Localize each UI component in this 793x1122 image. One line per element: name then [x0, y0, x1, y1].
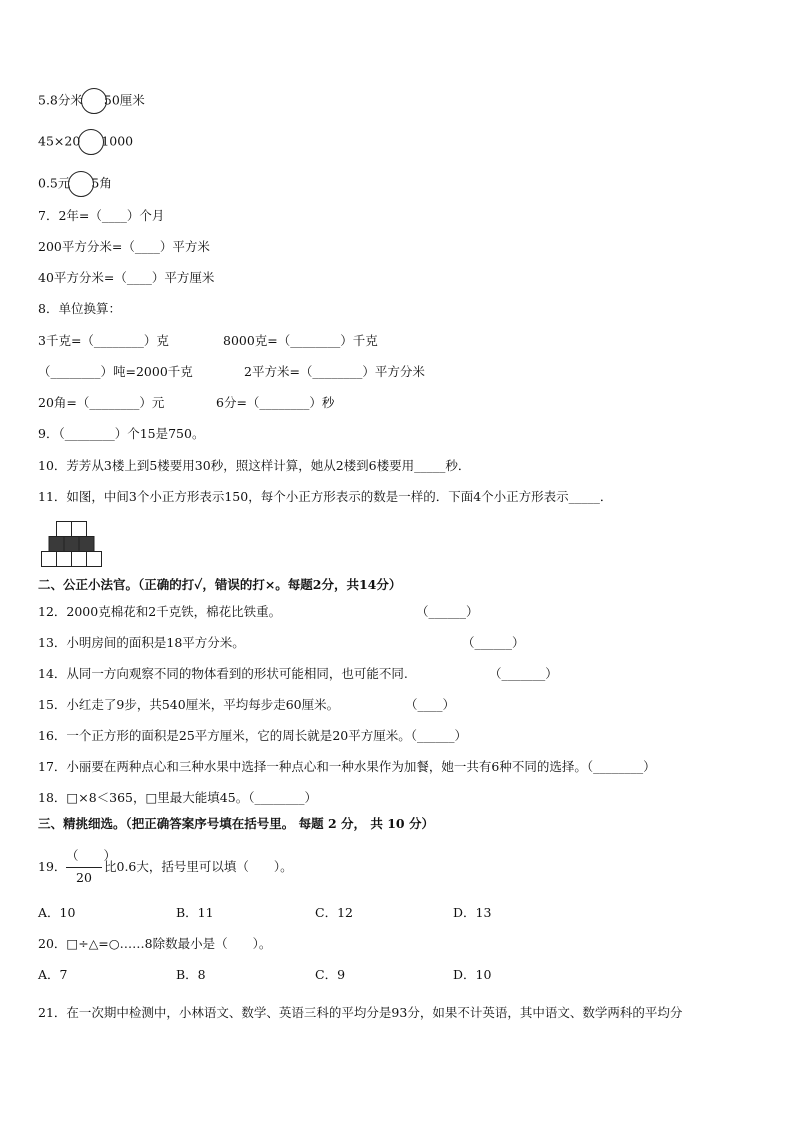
question-16: 16．一个正方形的面积是25平方厘米，它的周长就是20平方厘米。（______） [38, 728, 467, 743]
question-10: 10．芳芳从3楼上到5楼要用30秒，照这样计算，她从2楼到6楼要用_____秒． [38, 458, 471, 473]
middle-square [64, 537, 79, 552]
q19-option-b[interactable]: B．11 [176, 905, 214, 920]
question-18: 18．□×8＜365，□里最大能填45。（________） [38, 790, 317, 805]
compare-left: 0.5元 [38, 175, 71, 191]
question-8-c: （________）吨=2000千克 [38, 364, 193, 379]
top-square [72, 522, 87, 537]
bottom-square [72, 552, 87, 567]
question-8-e: 20角=（________）元 [38, 395, 165, 410]
question-15: 15．小红走了9步，共540厘米，平均每步走60厘米。 [38, 697, 340, 712]
question-8-d: 2平方米=（________）平方分米 [244, 364, 425, 379]
question-7-line-2: 200平方分米=（____）平方米 [38, 239, 210, 254]
question-14: 14．从同一方向观察不同的物体看到的形状可能相同，也可能不同. [38, 666, 408, 681]
question-13-blank[interactable]: （______） [462, 635, 525, 650]
square-stack-figure [41, 521, 103, 567]
q20-option-a[interactable]: A．7 [38, 967, 68, 982]
question-17: 17．小丽要在两种点心和三种水果中选择一种点心和一种水果作为加餐，她一共有6种不同的选择。（________） [38, 759, 656, 774]
middle-square [79, 537, 94, 552]
compare-right: 5角 [91, 175, 112, 191]
compare-right: 1000 [101, 133, 134, 149]
section-3-title: 三、精挑细选。（把正确答案序号填在括号里。 每题 2 分， 共 10 分） [38, 816, 434, 831]
question-19-suffix: 比0.6大，括号里可以填（ ）。 [104, 859, 293, 874]
compare-row-3 [38, 171, 112, 197]
q19-option-c[interactable]: C．12 [315, 905, 353, 920]
question-19-fraction [66, 846, 117, 885]
q19-option-a[interactable]: A．10 [38, 905, 76, 920]
compare-left: 45×20 [38, 133, 81, 149]
question-13: 13．小明房间的面积是18平方分米。 [38, 635, 245, 650]
bottom-square [87, 552, 102, 567]
bottom-square [57, 552, 72, 567]
question-12-blank[interactable]: （______） [416, 604, 479, 619]
question-19-prefix: 19． [38, 859, 67, 874]
compare-row-1 [38, 88, 145, 114]
q20-option-c[interactable]: C．9 [315, 967, 346, 982]
question-12: 12．2000克棉花和2千克铁，棉花比铁重。 [38, 604, 282, 619]
compare-right: 50厘米 [103, 92, 145, 108]
middle-square [49, 537, 64, 552]
question-21: 21．在一次期中检测中，小林语文、数学、英语三科的平均分是93分，如果不计英语，其中语文、数学两科的平均分 [38, 1005, 683, 1020]
question-15-blank[interactable]: （____） [405, 697, 456, 712]
question-8-a: 3千克=（________）克 [38, 333, 169, 348]
bottom-square [42, 552, 57, 567]
section-2-title: 二、公正小法官。（正确的打✓，错误的打×。每题2分，共14分） [38, 577, 402, 592]
question-8-title: 8．单位换算： [38, 301, 121, 316]
q19-option-d[interactable]: D．13 [453, 905, 492, 920]
question-20: 20．□÷△=○……8除数最小是（ ）。 [38, 936, 272, 951]
q20-option-b[interactable]: B．8 [176, 967, 206, 982]
top-square [57, 522, 72, 537]
fraction-numerator-blank[interactable]: （ ） [66, 846, 102, 868]
compare-left: 5.8分米 [38, 92, 83, 108]
compare-row-2 [38, 129, 133, 155]
question-8-b: 8000克=（________）千克 [223, 333, 378, 348]
question-14-blank[interactable]: （_______） [489, 666, 558, 681]
fraction-denominator: 20 [76, 870, 92, 885]
question-11: 11．如图，中间3个小正方形表示150，每个小正方形表示的数是一样的．下面4个小正方形表示_____． [38, 489, 613, 504]
question-8-f: 6分=（________）秒 [216, 395, 335, 410]
question-7-line-3: 40平方分米=（____）平方厘米 [38, 270, 215, 285]
question-7-line-1: 7．2年=（____）个月 [38, 208, 165, 223]
question-9: 9．（________）个15是750。 [38, 426, 205, 441]
q20-option-d[interactable]: D．10 [453, 967, 492, 982]
